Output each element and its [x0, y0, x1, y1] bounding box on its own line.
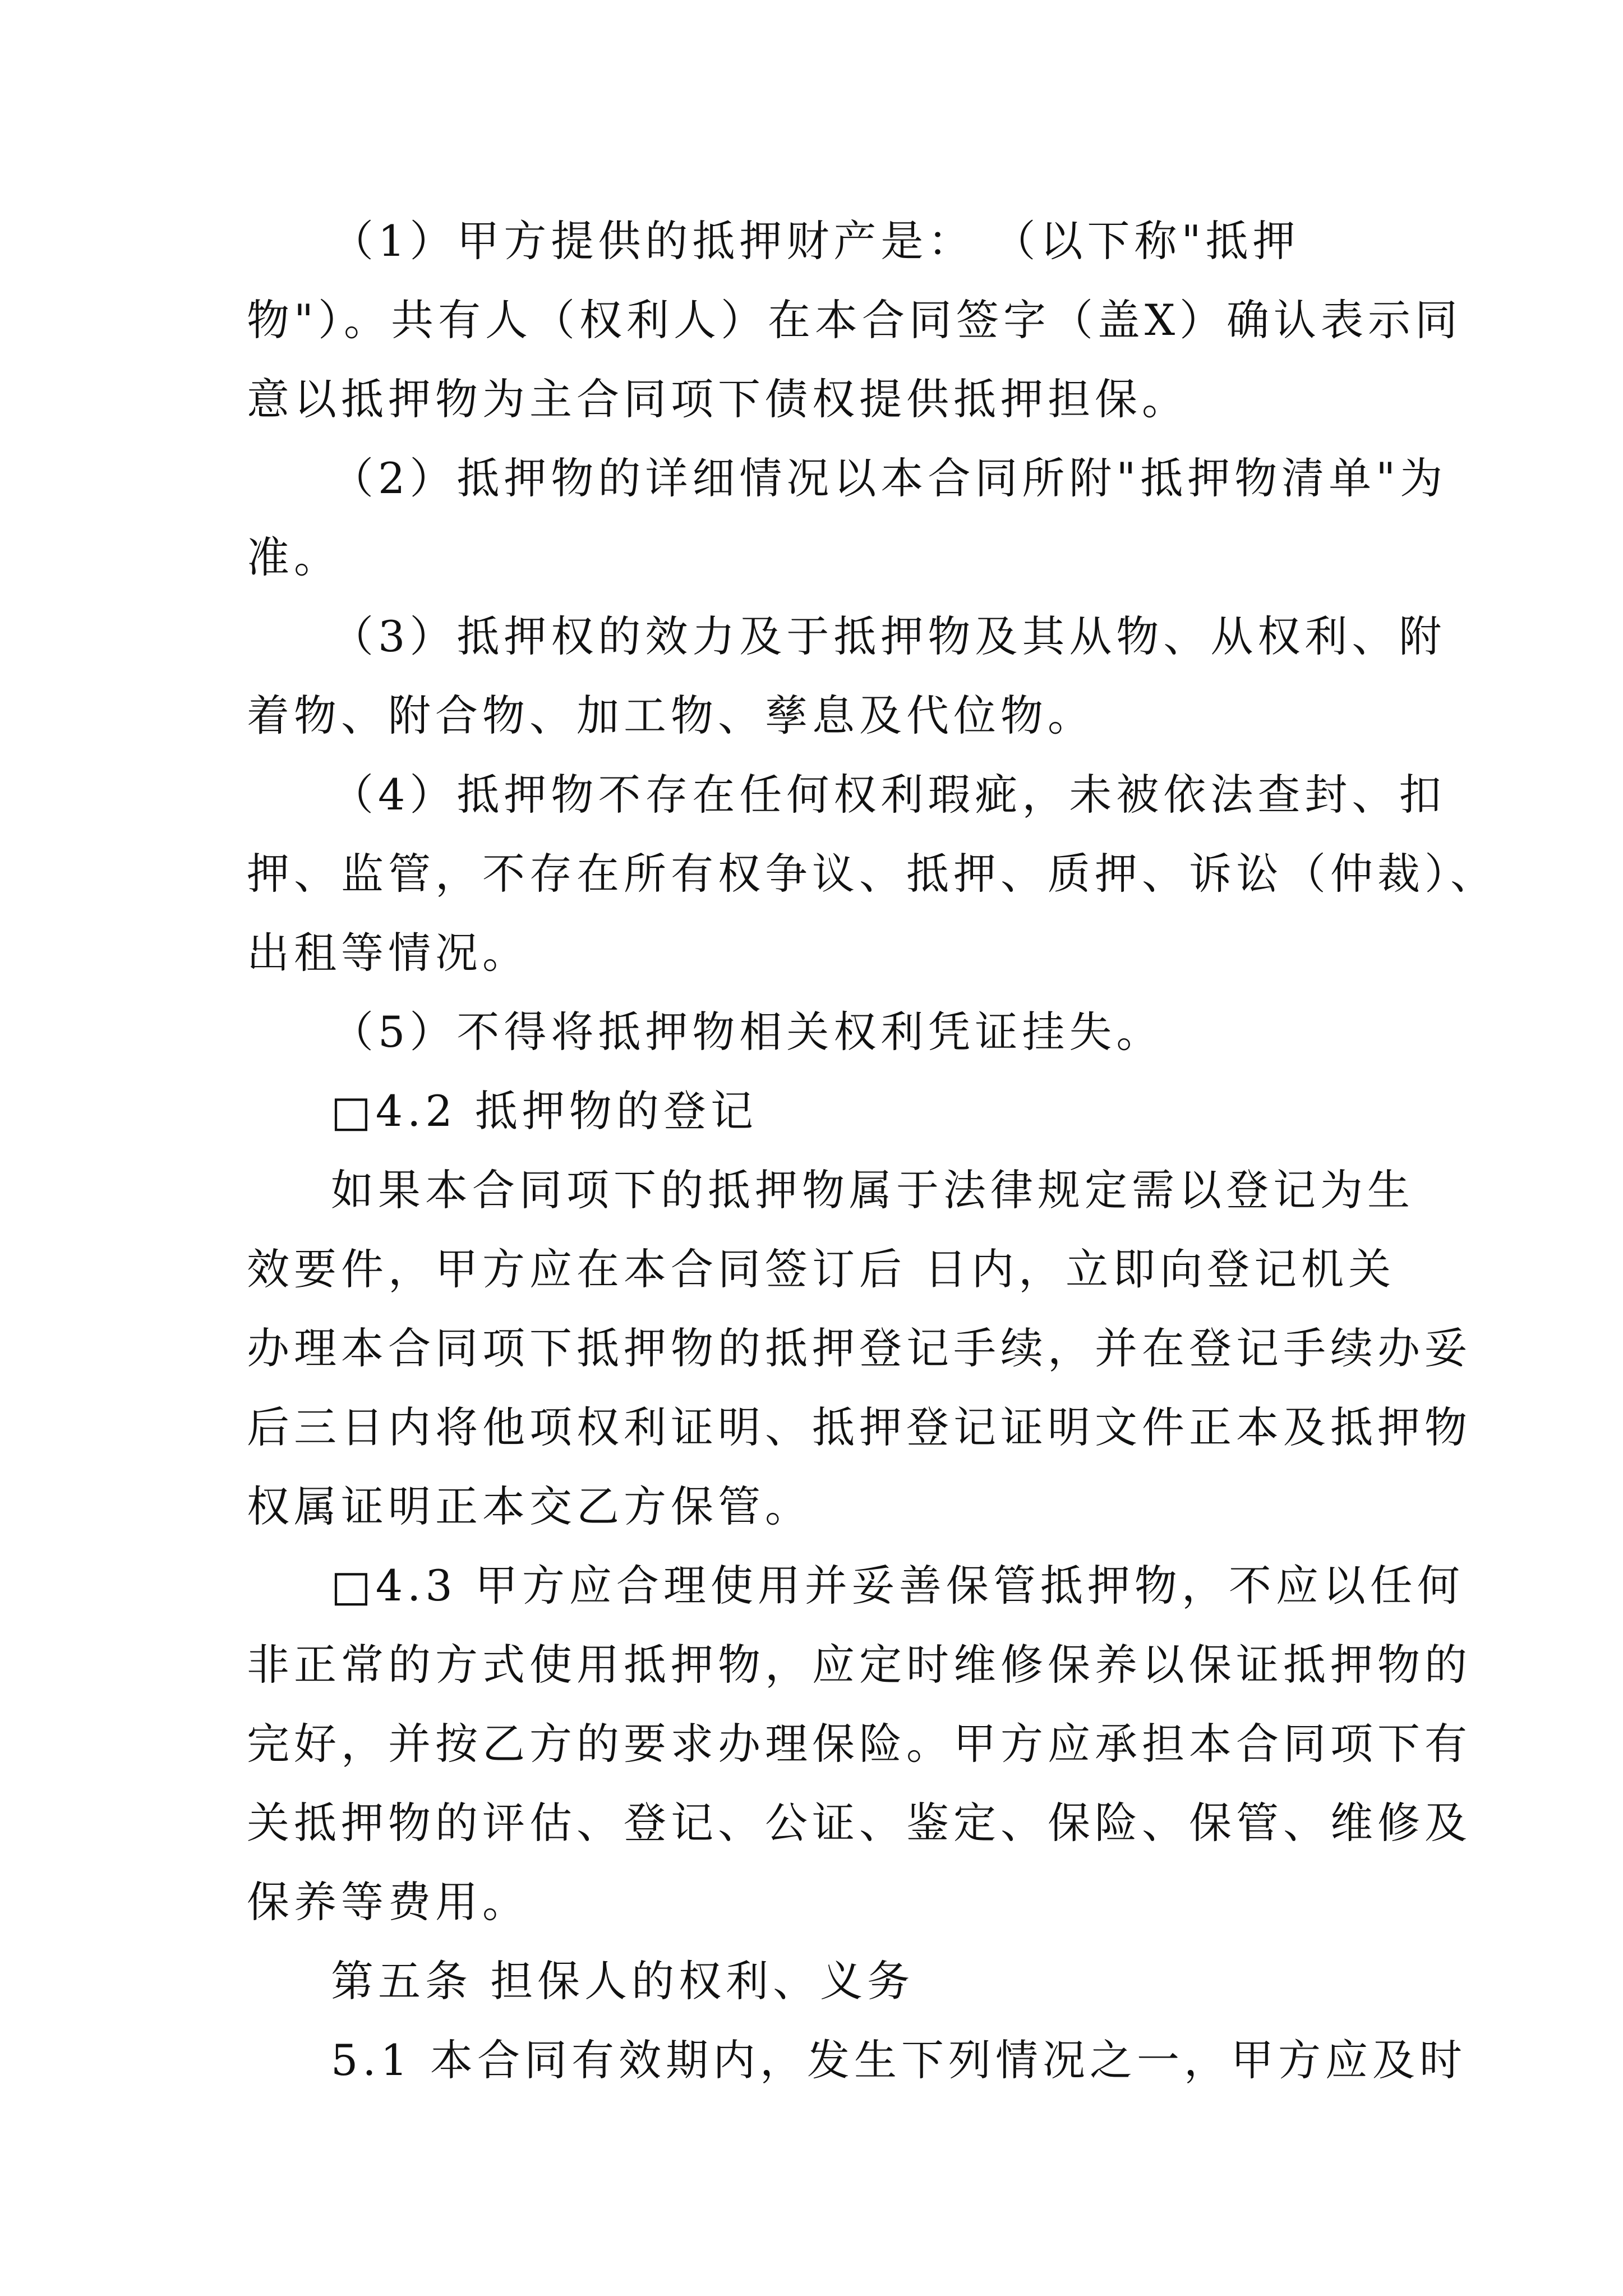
text-line: 办理本合同项下抵押物的抵押登记手续，并在登记手续办妥 — [247, 1323, 1472, 1373]
text-line: □4.3 甲方应合理使用并妥善保管抵押物，不应以任何 — [331, 1561, 1464, 1611]
text-line: 准。 — [247, 532, 341, 582]
text-line: 如果本合同项下的抵押物属于法律规定需以登记为生 — [331, 1165, 1414, 1215]
text-line: 押、监管，不存在所有权争议、抵押、质押、诉讼（仲裁）、 — [247, 849, 1497, 899]
text-line: 后三日内将他项权利证明、抵押登记证明文件正本及抵押物 — [247, 1402, 1472, 1452]
text-line: 关抵押物的评估、登记、公证、鉴定、保险、保管、维修及 — [247, 1798, 1472, 1848]
text-line: 权属证明正本交乙方保管。 — [247, 1481, 812, 1531]
text-line: 5.1 本合同有效期内，发生下列情况之一，甲方应及时 — [331, 2035, 1467, 2085]
text-line: 完好，并按乙方的要求办理保险。甲方应承担本合同项下有 — [247, 1719, 1472, 1769]
text-line: 出租等情况。 — [247, 928, 529, 978]
text-line: （4）抵押物不存在任何权利瑕疵，未被依法查封、扣 — [331, 770, 1446, 820]
article-heading: 第五条 担保人的权利、义务 — [331, 1956, 915, 2006]
text-line: （1）甲方提供的抵押财产是： （以下称"抵押 — [331, 216, 1300, 266]
text-line: （2）抵押物的详细情况以本合同所附"抵押物清单"为 — [331, 453, 1447, 503]
section-heading: □4.2 抵押物的登记 — [331, 1086, 758, 1136]
text-line: （5）不得将抵押物相关权利凭证挂失。 — [331, 1007, 1164, 1057]
text-line: 着物、附合物、加工物、孳息及代位物。 — [247, 691, 1095, 740]
text-line: 意以抵押物为主合同项下债权提供抵押担保。 — [247, 374, 1189, 424]
text-line: （3）抵押权的效力及于抵押物及其从物、从权利、附 — [331, 611, 1446, 661]
text-line: 效要件，甲方应在本合同签订后 日内，立即向登记机关 — [247, 1244, 1396, 1294]
text-line: 保养等费用。 — [247, 1877, 529, 1927]
text-line: 物"）。共有人（权利人）在本合同签字（盖X）确认表示同 — [247, 295, 1463, 345]
text-line: 非正常的方式使用抵押物，应定时维修保养以保证抵押物的 — [247, 1640, 1472, 1690]
